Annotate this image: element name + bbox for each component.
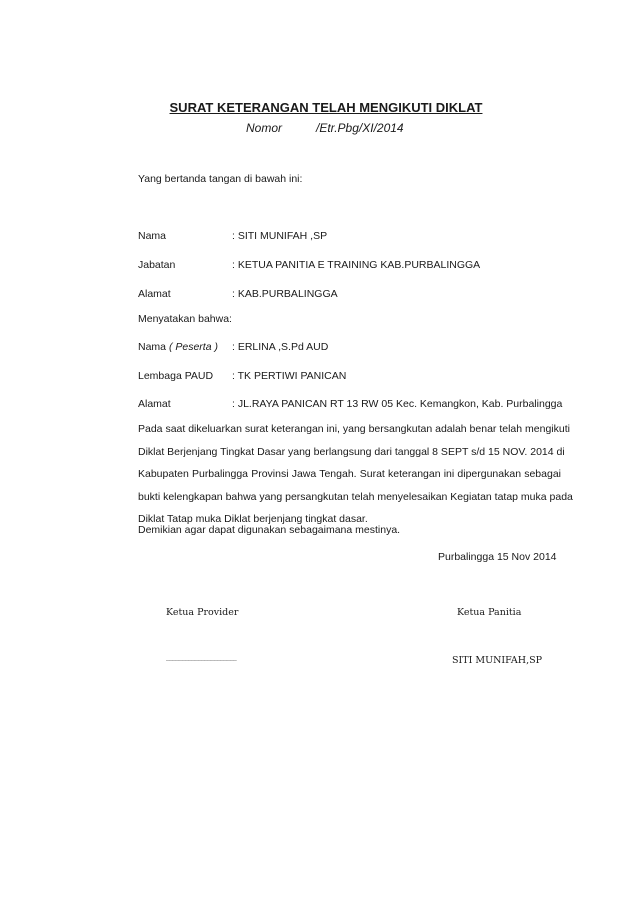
participant-address-value: : JL.RAYA PANICAN RT 13 RW 05 Kec. Kemangkon, Kab. Purbalingga	[232, 398, 563, 410]
signer-address-value: : KAB.PURBALINGGA	[232, 288, 338, 300]
intro-text: Yang bertanda tangan di bawah ini:	[138, 173, 303, 185]
body-paragraph	[138, 418, 573, 531]
place-date: Purbalingga 15 Nov 2014	[438, 551, 557, 563]
closing-text: Demikian agar dapat digunakan sebagaimana mestinya.	[138, 524, 401, 536]
nomor-label: Nomor	[246, 121, 283, 135]
institution-value: : TK PERTIWI PANICAN	[232, 370, 347, 382]
participant-name-value: : ERLINA ,S.Pd AUD	[232, 341, 329, 353]
body-line: Diklat Tatap muka Diklat berjenjang tingkat dasar.	[138, 513, 368, 526]
nomor-value: /Etr.Pbg/XI/2014	[316, 121, 404, 135]
right-signature-title: Ketua Panitia	[457, 607, 522, 618]
participant-name-label	[138, 341, 218, 353]
institution-label: Lembaga PAUD	[138, 370, 214, 382]
left-signature-title: Ketua Provider	[166, 607, 239, 618]
signer-name-value: : SITI MUNIFAH ,SP	[232, 230, 328, 242]
body-line: Pada saat dikeluarkan surat keterangan ini, yang bersangkutan adalah benar telah mengikuti	[138, 423, 570, 435]
body-line: Kabupaten Purbalingga Provinsi Jawa Tengah. Surat keterangan ini dipergunakan sebagai	[138, 468, 561, 481]
participant-name-label-text: Nama	[138, 341, 167, 353]
document-title: SURAT KETERANGAN TELAH MENGIKUTI DIKLAT	[169, 100, 483, 115]
body-line: bukti kelengkapan bahwa yang persangkutan telah menyelesaikan Kegiatan tatap muka pada	[138, 490, 573, 503]
participant-note: ( Peserta )	[168, 341, 218, 353]
signer-position-label: Jabatan	[138, 259, 176, 271]
signer-name-label: Nama	[138, 230, 167, 242]
statement-label: Menyatakan bahwa:	[138, 313, 232, 325]
signer-address-label: Alamat	[138, 288, 171, 300]
body-line: Diklat Berjenjang Tingkat Dasar yang berlangsung dari tanggal 8 SEPT s/d 15 NOV. 2014 di	[138, 445, 565, 458]
participant-address-label: Alamat	[138, 398, 171, 410]
signer-position-value: : KETUA PANITIA E TRAINING KAB.PURBALINGGA	[232, 259, 481, 271]
left-signature-name: ______________________	[166, 653, 237, 661]
right-signature-name: SITI MUNIFAH,SP	[452, 655, 542, 666]
